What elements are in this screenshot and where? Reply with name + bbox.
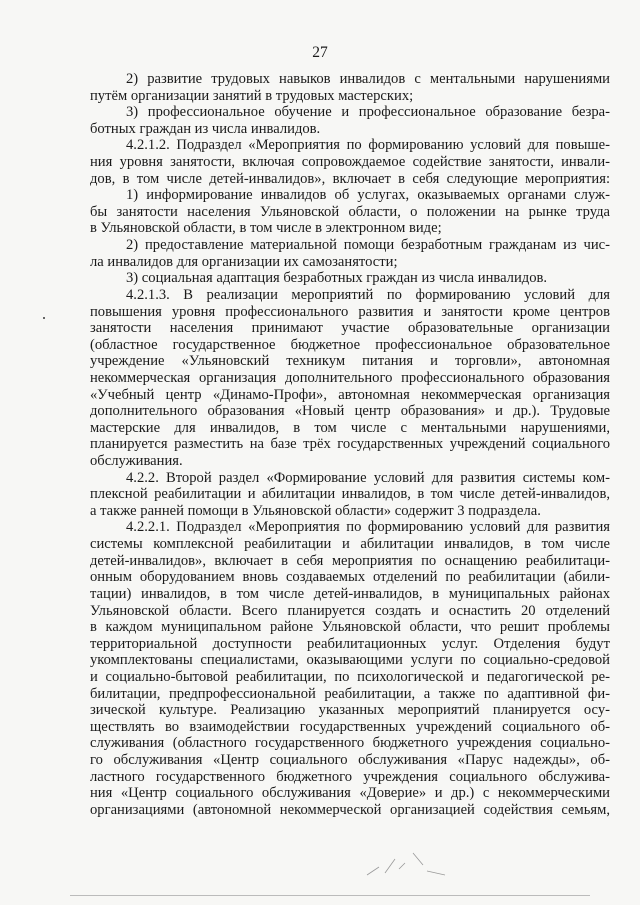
text-line: территориальной доступности реабилитационных услуг. Отделения будут <box>90 635 610 652</box>
text-line: учреждение «Ульяновский техникум питания и торговли», автономная <box>90 353 610 370</box>
text-line: зической культуре. Реализацию указанных мероприятий планируется осу- <box>90 702 610 719</box>
text-line: детей-инвалидов», включает в себя мероприятия по оснащению реабилитаци- <box>90 552 610 569</box>
text-line: «Учебный центр «Динамо-Профи», автономная некоммерческая организация <box>90 386 610 403</box>
text-line: а также ранней помощи в Ульяновской области» содержит 3 подраздела. <box>90 502 541 519</box>
text-line: в каждом муниципальном районе Ульяновской области, что решит проблемы <box>90 619 610 636</box>
text-line: (областное государственное бюджетное профессиональное образовательное <box>90 336 610 353</box>
text-line: 4.2.1.3. В реализации мероприятий по формированию условий для <box>126 286 610 303</box>
text-line: ния «Центр социального обслуживания «Доверие» и др.) с некоммерческими <box>90 785 610 802</box>
text-line: ществлять во взаимодействии государственных учреждений социального об- <box>90 718 610 735</box>
text-line: 3) профессиональное обучение и профессиональное образование безра- <box>126 104 610 121</box>
text-line: в Ульяновской области, в том числе в электронном виде; <box>90 220 442 237</box>
text-line: 4.2.1.2. Подраздел «Мероприятия по формированию условий для повыше- <box>126 137 610 154</box>
text-line: мастерские для инвалидов, в том числе с ментальными нарушениями, <box>90 419 610 436</box>
text-line: плексной реабилитации и абилитации инвалидов, в том числе детей-инвалидов, <box>90 486 610 503</box>
scan-smudge <box>365 845 455 881</box>
text-line: путём организации занятий в трудовых мастерских; <box>90 87 414 104</box>
scan-edge-line <box>70 895 590 896</box>
text-line: ластного государственного бюджетного учреждения социального обслужива- <box>90 768 610 785</box>
text-line: некоммерческая организация дополнительного профессионального образования <box>90 369 610 386</box>
text-line: 2) развитие трудовых навыков инвалидов с ментальными нарушениями <box>126 71 610 87</box>
text-line: занятости населения принимают участие образовательные организации <box>90 320 610 337</box>
text-line: укомплектованы специалистами, оказывающими услуги по социально-средовой <box>90 652 610 669</box>
text-line: дополнительного образования «Новый центр образования» и др.). Трудовые <box>90 403 610 420</box>
scan-speck <box>43 317 45 319</box>
text-line: 1) информирование инвалидов об услугах, оказываемых органами служ- <box>126 187 610 204</box>
text-line: 4.2.2. Второй раздел «Формирование условий для развития системы ком- <box>126 469 610 486</box>
text-line: системы комплексной реабилитации и абилитации инвалидов, в том числе <box>90 536 610 553</box>
text-line: ла инвалидов для организации их самозанятости; <box>90 253 398 270</box>
text-line: го обслуживания «Центр социального обслуживания «Парус надежды», об- <box>90 751 610 768</box>
text-line: ния уровня занятости, включая сопровождаемое содействие занятости, инвали- <box>90 154 610 171</box>
text-line: Ульяновской области. Всего планируется создать и оснастить 20 отделений <box>90 602 610 619</box>
text-line: 4.2.2.1. Подраздел «Мероприятия по формированию условий для развития <box>126 519 610 536</box>
text-line: служивания (областного государственного бюджетного учреждения социально- <box>90 735 610 752</box>
text-line: организациями (автономной некоммерческой организацией содействия семьям, <box>90 801 610 818</box>
text-line: планируется разместить на базе трёх государственных учреждений социального <box>90 436 610 453</box>
text-line: онным оборудованием вновь создаваемых отделений по реабилитации (абили- <box>90 569 610 586</box>
text-line: бы занятости населения Ульяновской области, о положении на рынке труда <box>90 203 610 220</box>
text-line: дов, в том числе детей-инвалидов», включает в себя следующие мероприятия: <box>90 170 610 187</box>
text-line: тации) инвалидов, в том числе детей-инвалидов, в муниципальных районах <box>90 585 610 602</box>
text-line: повышения уровня профессионального развития и занятости кроме центров <box>90 303 610 320</box>
text-line: и социально-бытовой реабилитации, по психологической и педагогической ре- <box>90 668 610 685</box>
page-number: 27 <box>312 44 328 61</box>
text-line: обслуживания. <box>90 453 183 470</box>
text-line: билитации, предпрофессиональной реабилитации, а также по адаптивной фи- <box>90 685 610 702</box>
text-line: 2) предоставление материальной помощи безработным гражданам из чис- <box>126 237 610 254</box>
body-text <box>90 71 610 818</box>
text-line: ботных граждан из числа инвалидов. <box>90 120 321 137</box>
text-line: 3) социальная адаптация безработных граждан из числа инвалидов. <box>126 270 548 287</box>
